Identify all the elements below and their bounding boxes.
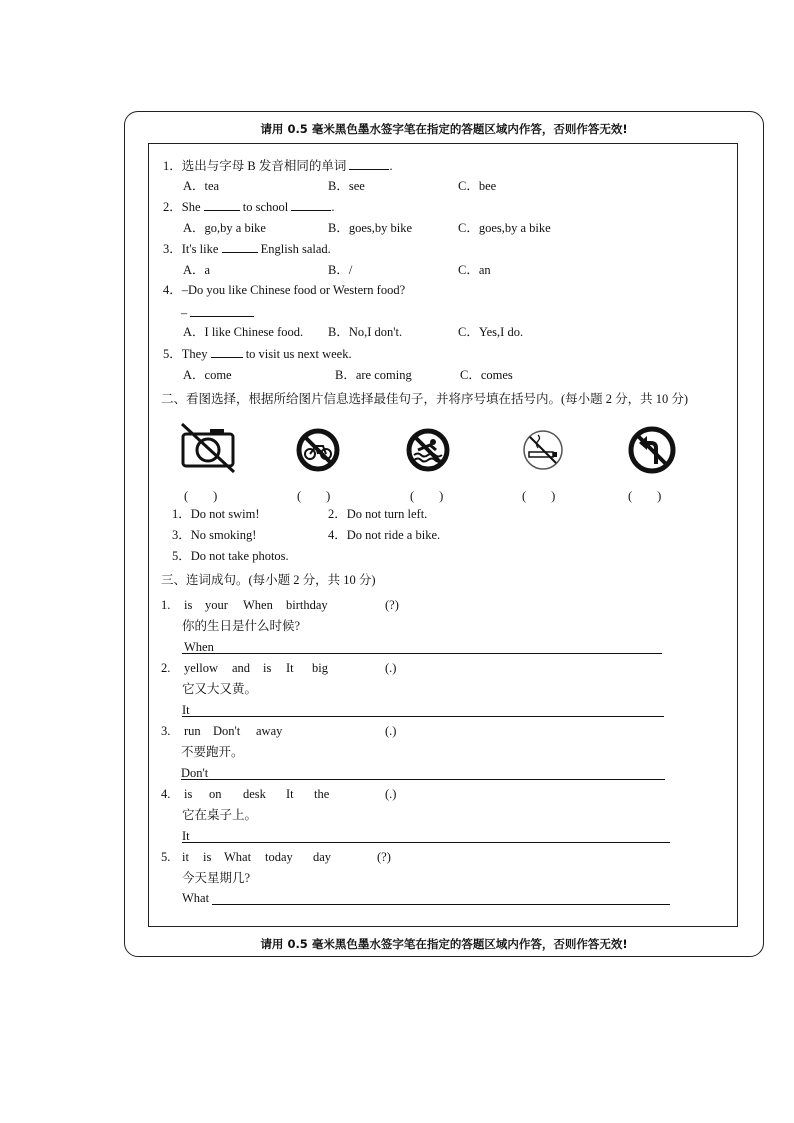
option-c[interactable]: C．comes [460,368,513,382]
top-notice: 请用 0.5 毫米黑色墨水签字笔在指定的答题区域内作答，否则作答无效! [260,122,628,136]
word: your [205,598,228,612]
no-left-turn-icon [628,426,676,474]
sign-option-3: 3．No smoking! [172,528,257,542]
word: is [184,787,193,801]
q-num: 3． [163,242,182,256]
answer-blank[interactable] [222,241,258,253]
sentence-start: It [182,703,190,717]
part2-title: 二、看图选择，根据所给图片信息选择最佳句子，并将序号填在括号内。(每小题 2 分，共 10 分) [161,392,689,406]
option-a[interactable]: A．tea [183,179,220,193]
sign-option-1: 1．Do not swim! [172,507,260,521]
q-num: 3. [161,724,171,738]
word: away [256,724,283,738]
q-num: 4． [163,283,182,297]
answer-paren-5[interactable]: ( ) [628,489,662,503]
word: When [243,598,273,612]
q-num: 1. [161,598,171,612]
answer-blank[interactable] [349,158,389,170]
sentence-start: What [182,891,210,905]
option-a[interactable]: A．come [183,368,232,382]
no-photo-icon [180,422,236,474]
option-b[interactable]: B．No,I don't. [328,325,403,339]
no-smoking-icon [520,428,566,472]
option-c[interactable]: C．an [458,263,491,277]
q-num: 5. [161,850,171,864]
word: Don't [213,724,241,738]
sentence-start: When [184,640,214,654]
punct-hint: (?) [377,850,391,864]
word: is [203,850,212,864]
option-c[interactable]: C．Yes,I do. [458,325,524,339]
word: It [286,787,294,801]
option-b[interactable]: B．are coming [335,368,412,382]
option-b[interactable]: B．/ [328,263,353,277]
word: birthday [286,598,328,612]
sign-option-5: 5．Do not take photos. [172,549,289,563]
answer-line[interactable] [212,904,670,905]
q-num: 4. [161,787,171,801]
q-num: 1． [163,159,182,173]
answer-blank[interactable] [291,199,331,211]
word: run [184,724,201,738]
answer-paren-3[interactable]: ( ) [410,489,444,503]
answer-line[interactable] [182,842,670,843]
option-a[interactable]: A．a [183,263,211,277]
sentence-start: Don't [181,766,209,780]
answer-blank[interactable] [190,305,254,317]
answer-paren-1[interactable]: ( ) [184,489,218,503]
chinese-hint: 它又大又黄。 [182,682,258,696]
word: desk [243,787,266,801]
answer-blank[interactable] [211,346,243,358]
chinese-hint: 今天星期几? [182,871,251,885]
sign-option-4: 4．Do not ride a bike. [328,528,441,542]
punct-hint: (?) [385,598,399,612]
bottom-notice: 请用 0.5 毫米黑色墨水签字笔在指定的答题区域内作答，否则作答无效! [260,937,628,951]
option-c[interactable]: C．bee [458,179,497,193]
answer-line[interactable] [182,653,662,654]
answer-line[interactable] [182,716,664,717]
answer-line[interactable] [181,779,665,780]
word: is [184,598,193,612]
word: It [286,661,294,675]
chinese-hint: 你的生日是什么时候? [182,619,301,633]
q-num: 2． [163,200,182,214]
option-a[interactable]: A．go,by a bike [183,221,266,235]
answer-paren-4[interactable]: ( ) [522,489,556,503]
word: What [224,850,252,864]
punct-hint: (.) [385,661,397,675]
word: yellow [184,661,219,675]
no-swim-icon [406,428,450,472]
sign-option-2: 2．Do not turn left. [328,507,428,521]
q-num: 2. [161,661,171,675]
word: day [313,850,332,864]
chinese-hint: 它在桌子上。 [182,808,258,822]
punct-hint: (.) [385,724,397,738]
punct-hint: (.) [385,787,397,801]
word: is [263,661,272,675]
option-c[interactable]: C．goes,by a bike [458,221,551,235]
chinese-hint: 不要跑开。 [181,745,244,759]
no-bike-icon [296,428,340,472]
word: it [182,850,189,864]
q-num: 5． [163,347,182,361]
word: on [209,787,222,801]
sentence-start: It [182,829,190,843]
part3-title: 三、连词成句。(每小题 2 分，共 10 分) [161,573,376,587]
option-b[interactable]: B．goes,by bike [328,221,413,235]
option-a[interactable]: A．I like Chinese food. [183,325,304,339]
option-b[interactable]: B．see [328,179,365,193]
word: the [314,787,330,801]
answer-blank[interactable] [204,199,240,211]
word: and [232,661,251,675]
word: today [265,850,293,864]
word: big [312,661,328,675]
answer-paren-2[interactable]: ( ) [297,489,331,503]
